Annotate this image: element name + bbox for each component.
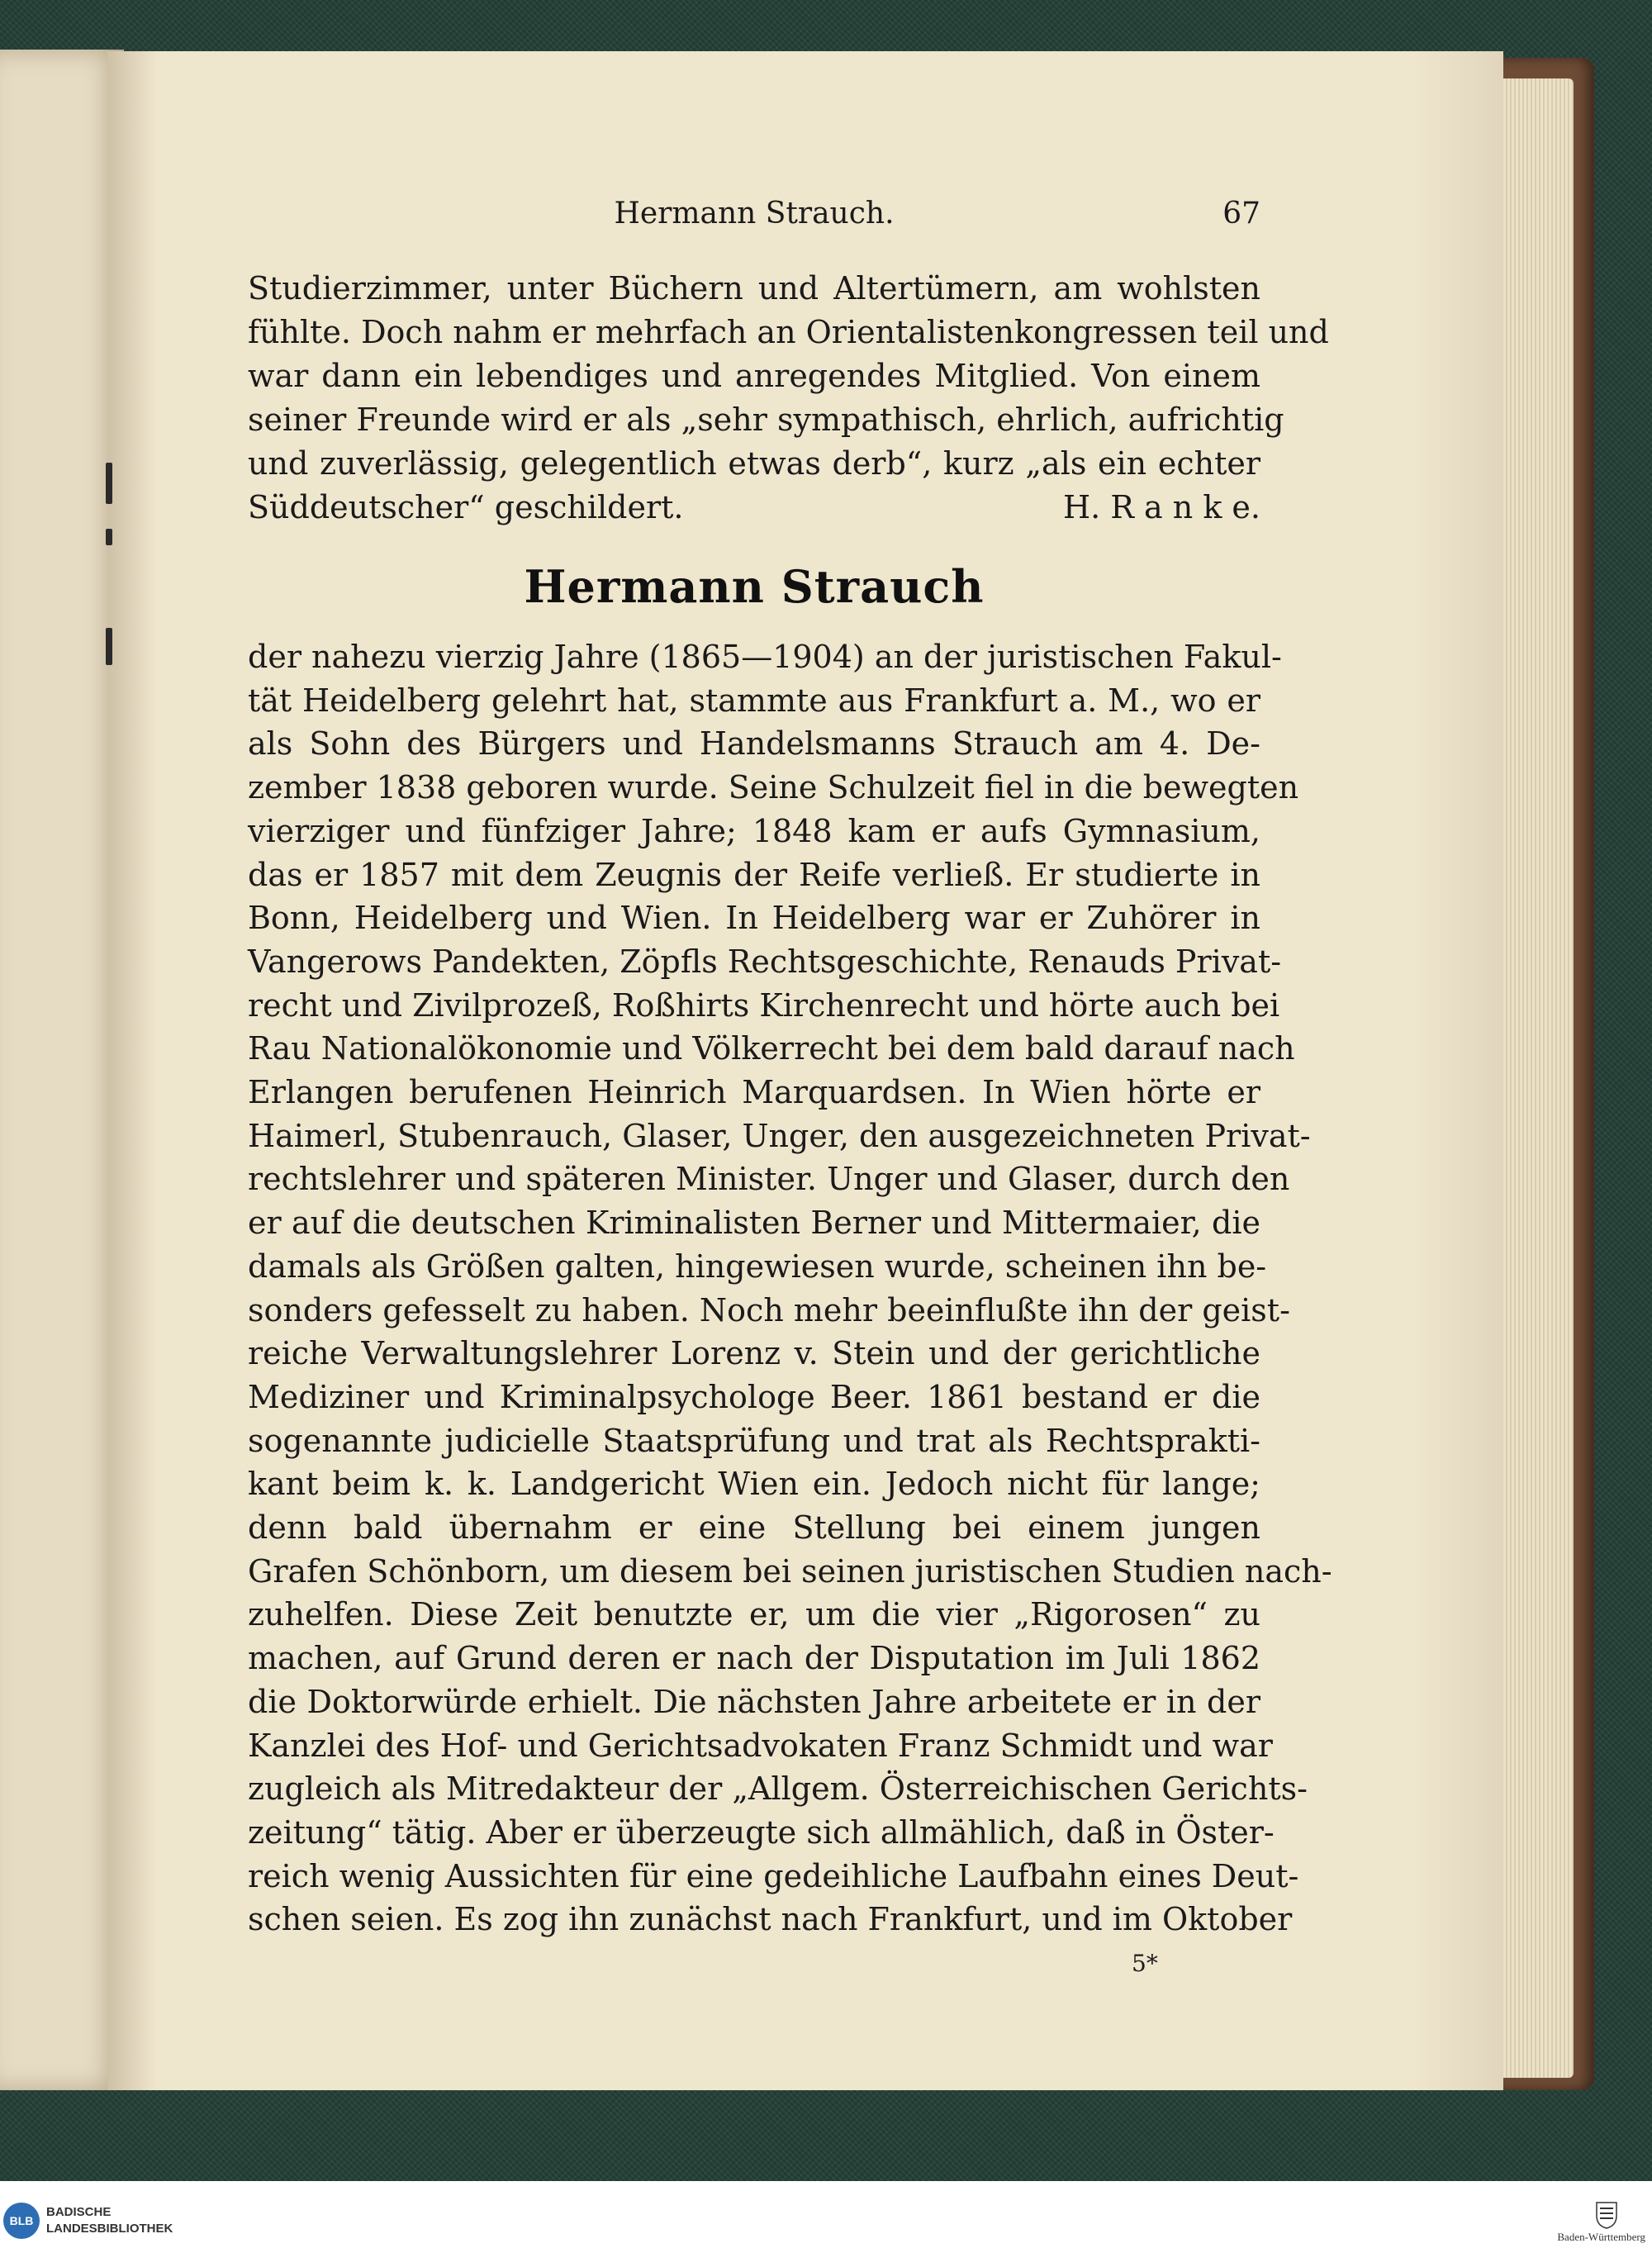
body-line: tät Heidelberg gelehrt hat, stammte aus Frankfurt a. M., wo er	[248, 682, 1260, 719]
library-logo: BLB	[3, 2203, 40, 2239]
body-line: Grafen Schönborn, um diesem bei seinen juristischen Studien nach-	[248, 1552, 1332, 1590]
section-title: Hermann Strauch	[524, 560, 985, 613]
body-line: Vangerows Pandekten, Zöpfls Rechtsgeschichte, Renauds Privat-	[248, 943, 1282, 980]
last-line-text: Süddeutscher“ geschildert.	[248, 489, 684, 525]
gutter-marks	[106, 463, 114, 711]
text-line: fühlte. Doch nahm er mehrfach an Orientalistenkongressen teil und	[248, 314, 1329, 350]
body-line: als Sohn des Bürgers und Handelsmanns Strauch am 4. De-	[248, 725, 1260, 763]
footer-strip	[0, 2181, 1652, 2199]
library-name-line2: LANDESBIBLIOTHEK	[46, 2222, 173, 2236]
body-line: Haimerl, Stubenrauch, Glaser, Unger, den ausgezeichneten Privat-	[248, 1117, 1311, 1154]
body-line: das er 1857 mit dem Zeugnis der Reife verließ. Er studierte in	[248, 856, 1260, 893]
text-line: war dann ein lebendiges und anregendes Mitglied. Von einem	[248, 358, 1260, 394]
state-coat-of-arms-icon	[1594, 2201, 1619, 2229]
text-line: und zuverlässig, gelegentlich etwas derb“, kurz „als ein echter	[248, 445, 1260, 482]
body-line: zeitung“ tätig. Aber er überzeugte sich allmählich, daß in Öster-	[248, 1813, 1275, 1851]
body-line: kant beim k. k. Landgericht Wien ein. Jedoch nicht für lange;	[248, 1466, 1260, 1503]
body-line: zuhelfen. Diese Zeit benutzte er, um die vier „Rigorosen“ zu	[248, 1596, 1260, 1633]
body-line: der nahezu vierzig Jahre (1865—1904) an der juristischen Fakul-	[248, 639, 1282, 675]
body-line: schen seien. Es zog ihn zunächst nach Frankfurt, und im Oktober	[248, 1901, 1293, 1938]
body-line: Bonn, Heidelberg und Wien. In Heidelberg war er Zuhörer in	[248, 900, 1260, 937]
footer-bar	[0, 2199, 1652, 2248]
body-line: sonders gefesselt zu haben. Noch mehr beeinflußte ihn der geist-	[248, 1291, 1290, 1328]
text-line: seiner Freunde wird er als „sehr sympathisch, ehrlich, aufrichtig	[248, 402, 1284, 438]
last-line	[248, 485, 1260, 530]
left-page-edge	[0, 50, 124, 2090]
library-name	[46, 2204, 173, 2237]
body-line: zugleich als Mitredakteur der „Allgem. Österreichischen Gerichts-	[248, 1770, 1308, 1808]
text-line: Studierzimmer, unter Büchern und Altertümern, am wohlsten	[248, 270, 1260, 307]
body-line: sogenannte judicielle Staatsprüfung und trat als Rechtsprakti-	[248, 1422, 1260, 1459]
body-line: zember 1838 geboren wurde. Seine Schulzeit fiel in die bewegten	[248, 769, 1299, 806]
body-line: die Doktorwürde erhielt. Die nächsten Jahre arbeitete er in der	[248, 1683, 1260, 1720]
sheet-signature: 5*	[1132, 1950, 1158, 1977]
running-head	[248, 192, 1260, 236]
body-line: reich wenig Aussichten für eine gedeihliche Laufbahn eines Deut-	[248, 1857, 1299, 1894]
running-title: Hermann Strauch.	[614, 197, 895, 231]
body-line: Erlangen berufenen Heinrich Marquardsen. In Wien hörte er	[248, 1074, 1260, 1110]
page-number: 67	[1222, 197, 1260, 231]
body-line: vierziger und fünfziger Jahre; 1848 kam er aufs Gymnasium,	[248, 812, 1260, 849]
body-line: machen, auf Grund deren er nach der Disputation im Juli 1862	[248, 1640, 1260, 1677]
body-line: recht und Zivilprozeß, Roßhirts Kirchenrecht und hörte auch bei	[248, 986, 1280, 1024]
body-line: rechtslehrer und späteren Minister. Unger und Glaser, durch den	[248, 1161, 1290, 1198]
body-line: er auf die deutschen Kriminalisten Berner und Mittermaier, die	[248, 1205, 1260, 1242]
body-line: damals als Größen galten, hingewiesen wurde, scheinen ihn be-	[248, 1248, 1267, 1285]
state-label: Baden-Württemberg	[1557, 2231, 1645, 2243]
body-line: Mediziner und Kriminalpsychologe Beer. 1861 bestand er die	[248, 1378, 1260, 1415]
author-signature: H. R a n k e.	[1063, 489, 1260, 525]
body-line: denn bald übernahm er eine Stellung bei einem jungen	[248, 1509, 1260, 1546]
body-line: Kanzlei des Hof- und Gerichtsadvokaten Franz Schmidt und war	[248, 1727, 1273, 1764]
library-name-line1: BADISCHE	[46, 2205, 112, 2219]
body-line: reiche Verwaltungslehrer Lorenz v. Stein und der gerichtliche	[248, 1335, 1260, 1372]
body-line: Rau Nationalökonomie und Völkerrecht bei dem bald darauf nach	[248, 1030, 1295, 1067]
